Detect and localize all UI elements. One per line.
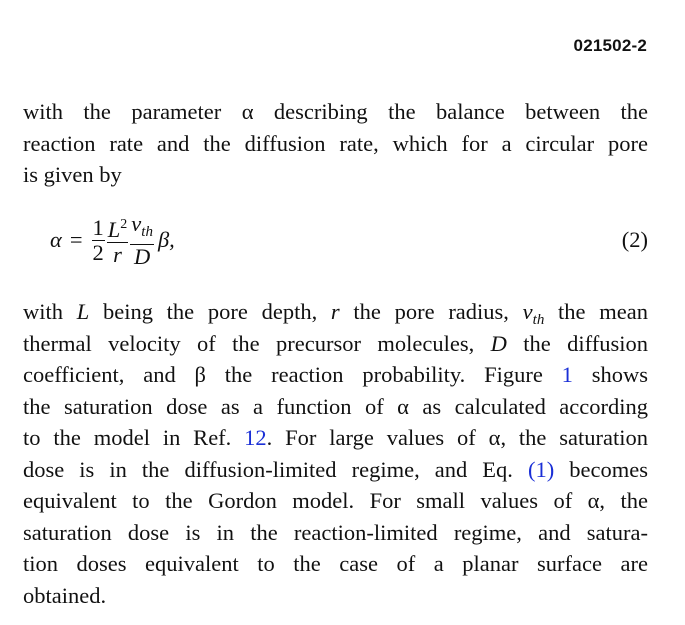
text-run: dose is in the diffusion-limited regime, and Eq. <box>23 456 528 482</box>
superscript: 2 <box>120 217 128 232</box>
equation-body <box>50 210 175 270</box>
text-line <box>23 328 648 360</box>
subscript: th <box>141 223 153 240</box>
equation-reference-link[interactable]: (1) <box>527 456 555 482</box>
fraction-vth-over-d <box>130 212 154 269</box>
fraction-one-half <box>92 216 105 265</box>
text-line: the saturation dose as a function of α as calculated according <box>23 393 648 419</box>
fraction-l-squared-over-r <box>107 213 129 267</box>
text-line: obtained. <box>23 582 107 608</box>
text-run: becomes <box>554 456 648 482</box>
text-line <box>23 296 648 328</box>
text-run: with <box>23 299 77 324</box>
figure-reference-link[interactable]: 1 <box>561 362 573 387</box>
fraction-numerator: 1 <box>92 214 104 240</box>
citation-reference-link[interactable]: 12 <box>244 425 267 450</box>
symbol-v: v <box>131 210 142 236</box>
text-line: tion doses equivalent to the case of a planar surface are <box>23 551 648 576</box>
text-run: the mean <box>544 299 648 324</box>
fraction-denominator: D <box>133 243 151 269</box>
equation-equals: = <box>69 227 83 252</box>
text-line: saturation dose is in the reaction-limited regime, and satura- <box>23 519 648 545</box>
paragraph-intro <box>23 96 648 191</box>
text-run: coefficient, and β the reaction probability. Figure <box>23 362 562 387</box>
subscript: th <box>532 312 545 328</box>
symbol-l: L <box>107 217 121 242</box>
fraction-denominator: r <box>113 242 122 267</box>
equation-lhs: α <box>50 227 62 252</box>
text-line <box>23 454 648 486</box>
text-run: . For large values of α, the saturation <box>266 425 649 450</box>
symbol-v: v <box>522 299 533 324</box>
text-line: reaction rate and the diffusion rate, which for a circular pore <box>23 130 648 156</box>
equation-number: (2) <box>621 227 648 252</box>
paragraph-main <box>23 296 648 611</box>
text-run: the diffusion <box>506 330 648 356</box>
equation-2 <box>50 210 648 270</box>
symbol-r: r <box>330 299 340 324</box>
symbol-d: D <box>490 330 507 356</box>
text-run: the pore radius, <box>339 299 523 324</box>
symbol-l: L <box>76 299 90 324</box>
text-line <box>23 359 648 391</box>
text-line: equivalent to the Gordon model. For small values of α, the <box>23 488 648 513</box>
fraction-denominator: 2 <box>92 239 104 265</box>
text-line: with the parameter α describing the balance between the <box>23 99 648 124</box>
text-line <box>23 422 648 454</box>
fraction-numerator <box>107 213 129 243</box>
text-run: being the pore depth, <box>89 299 331 324</box>
fraction-numerator <box>130 212 154 245</box>
equation-tail: β, <box>157 227 175 252</box>
text-line: is given by <box>23 162 122 187</box>
page-number: 021502-2 <box>573 36 647 55</box>
text-run: shows <box>572 362 648 387</box>
text-run: thermal velocity of the precursor molecules, <box>23 330 491 356</box>
text-run: to the model in Ref. <box>23 425 245 450</box>
